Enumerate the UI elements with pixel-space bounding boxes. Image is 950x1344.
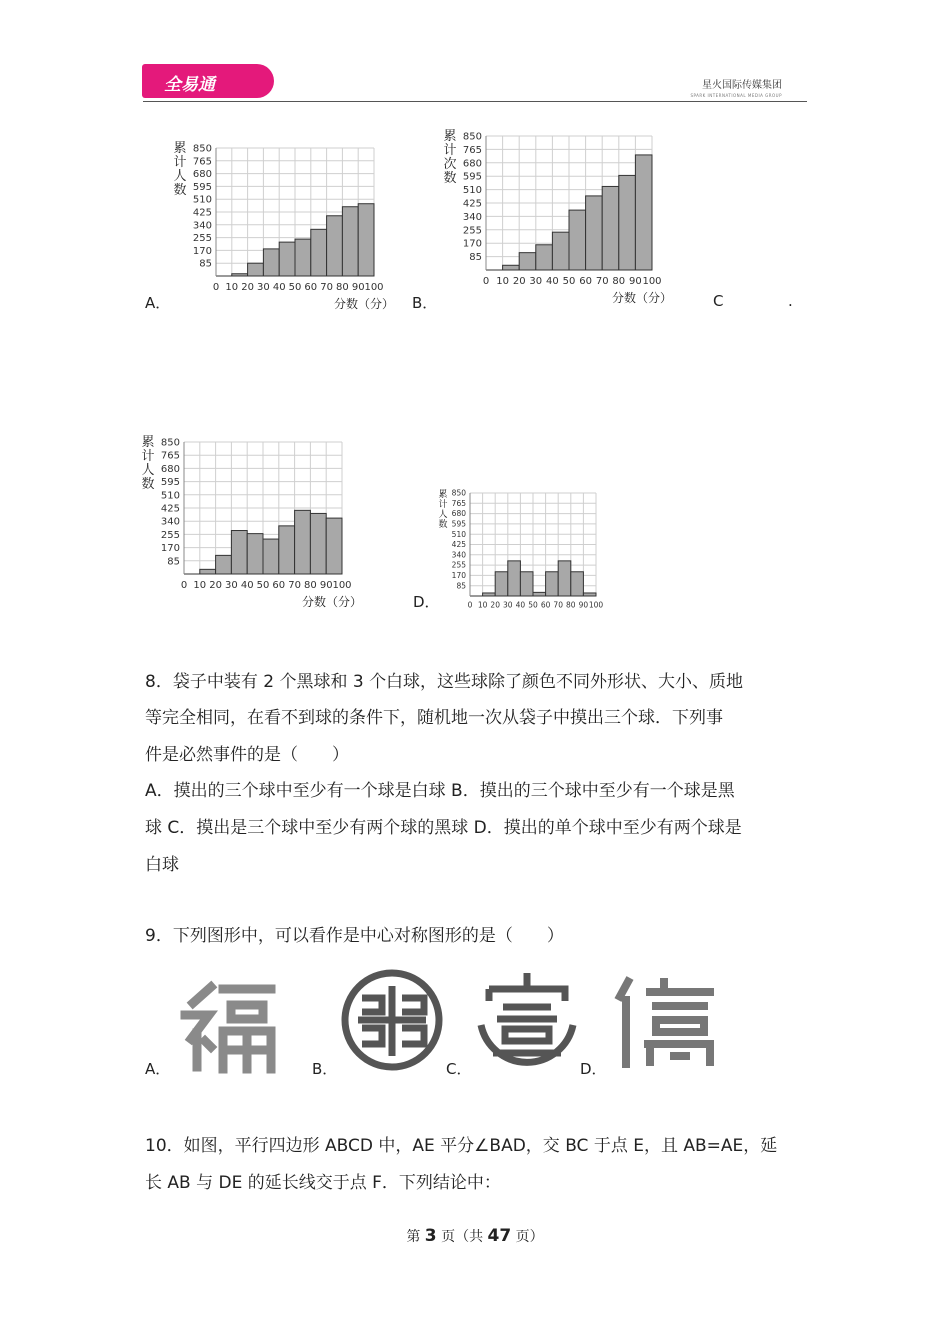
- y-axis-label-char: 累: [438, 490, 448, 500]
- q8-line-6: 白球: [145, 855, 179, 875]
- bar: [263, 249, 279, 276]
- y-tick-label: 85: [199, 258, 212, 270]
- q9-option-c: C．: [446, 1060, 472, 1078]
- x-tick-label: 20: [512, 276, 526, 287]
- bar: [508, 561, 521, 596]
- y-tick-label: 340: [451, 550, 466, 560]
- bar: [602, 186, 619, 270]
- y-tick-label: 340: [192, 220, 212, 232]
- footer-middle: 页（共: [436, 1229, 488, 1245]
- y-tick-label: 170: [451, 571, 466, 581]
- x-tick-label: 60: [272, 580, 286, 591]
- x-tick-label: 50: [528, 600, 538, 610]
- chart-b: [440, 128, 700, 313]
- x-tick-label: 10: [477, 600, 488, 610]
- y-tick-label: 595: [451, 519, 466, 529]
- y-tick-label: 510: [192, 194, 212, 206]
- y-axis-label-char: 数: [438, 520, 448, 530]
- y-tick-label: 595: [192, 181, 212, 193]
- q8-line-2: 等完全相同，在看不到球的条件下，随机地一次从袋子中摸出三个球．下列事: [145, 708, 723, 728]
- x-tick-label: 90: [351, 282, 365, 293]
- y-axis-label-char: 人: [173, 169, 187, 184]
- y-axis-label-char: 计: [141, 449, 155, 464]
- bar: [503, 265, 520, 270]
- bar: [519, 253, 536, 270]
- y-axis-label-char: 计: [438, 500, 448, 510]
- x-tick-label: 80: [612, 276, 626, 287]
- x-tick-label: 60: [304, 282, 318, 293]
- y-tick-label: 510: [451, 529, 466, 539]
- bar: [552, 232, 569, 270]
- y-axis-label-char: 数: [173, 183, 187, 198]
- x-tick-label: 0: [180, 580, 188, 591]
- x-tick-label: 70: [595, 276, 609, 287]
- bar: [586, 196, 603, 270]
- y-tick-label: 850: [451, 488, 466, 498]
- y-tick-label: 850: [160, 437, 180, 449]
- q8-line-4: A．摸出的三个球中至少有一个球是白球 B．摸出的三个球中至少有一个球是黑: [145, 781, 735, 801]
- x-tick-label: 30: [503, 600, 513, 610]
- y-tick-label: 340: [160, 516, 180, 528]
- q8-line-1: 8．袋子中装有 2 个黑球和 3 个白球，这些球除了颜色不同外形状、大小、质地: [145, 672, 744, 692]
- q9-option-b: B．: [312, 1060, 338, 1078]
- bar: [263, 539, 279, 574]
- y-tick-label: 595: [462, 171, 482, 183]
- y-tick-label: 255: [462, 225, 482, 237]
- y-axis-label-char: 人: [438, 510, 448, 520]
- x-tick-label: 30: [529, 276, 543, 287]
- shou-seal-b: [340, 968, 445, 1073]
- bar: [520, 572, 533, 596]
- x-tick-label: 100: [642, 276, 662, 287]
- page-footer: [0, 1226, 950, 1246]
- y-tick-label: 680: [160, 463, 180, 475]
- y-axis-label-char: 累: [141, 435, 155, 450]
- x-tick-label: 100: [332, 580, 352, 591]
- x-tick-label: 100: [364, 282, 384, 293]
- publisher-en: SPARK INTERNATIONAL MEDIA GROUP: [690, 93, 782, 98]
- y-tick-label: 340: [462, 211, 482, 223]
- x-tick-label: 10: [193, 580, 207, 591]
- bar: [571, 572, 584, 596]
- y-tick-label: 425: [160, 503, 180, 515]
- bar: [231, 531, 247, 574]
- y-tick-label: 425: [451, 540, 466, 550]
- publisher-cn: 星火国际传媒集团: [702, 80, 782, 91]
- x-axis-label: 分数（分）: [333, 297, 395, 311]
- bar: [279, 242, 295, 276]
- x-tick-label: 60: [540, 600, 551, 610]
- x-tick-label: 40: [515, 600, 526, 610]
- y-tick-label: 680: [192, 169, 212, 181]
- y-tick-label: 170: [160, 543, 180, 555]
- x-tick-label: 90: [319, 580, 333, 591]
- q10-line-2: 长 AB 与 DE 的延长线交于点 F．下列结论中：: [145, 1173, 501, 1193]
- bar: [295, 510, 311, 574]
- y-tick-label: 170: [192, 245, 212, 257]
- bar: [248, 263, 264, 276]
- option-c-dot: .: [788, 292, 793, 310]
- page-total: 47: [487, 1226, 512, 1246]
- option-a-label: A．: [145, 294, 171, 312]
- x-tick-label: 40: [272, 282, 286, 293]
- y-tick-label: 425: [192, 207, 212, 219]
- x-tick-label: 20: [490, 600, 500, 610]
- y-tick-label: 85: [167, 556, 180, 568]
- bar: [619, 175, 636, 270]
- x-tick-label: 0: [482, 276, 490, 287]
- y-axis-label-char: 数: [443, 171, 457, 186]
- option-c-label: C: [713, 292, 724, 310]
- footer-prefix: 第: [406, 1229, 425, 1245]
- brand-logo: [142, 64, 274, 98]
- q8-line-5: 球 C．摸出是三个球中至少有两个球的黑球 D．摸出的单个球中至少有两个球是: [145, 818, 742, 838]
- x-tick-label: 70: [288, 580, 301, 591]
- y-axis-label-char: 计: [173, 155, 187, 170]
- bar: [311, 229, 327, 276]
- q9-option-d: D．: [580, 1060, 607, 1078]
- y-axis-label-char: 计: [443, 143, 457, 158]
- chart-d: [440, 485, 620, 611]
- bar: [216, 555, 232, 574]
- x-tick-label: 90: [578, 600, 589, 610]
- x-tick-label: 40: [240, 580, 254, 591]
- logo-text: 全易通: [164, 75, 215, 95]
- bar: [558, 561, 571, 596]
- x-tick-label: 20: [209, 580, 222, 591]
- y-tick-label: 255: [160, 529, 180, 541]
- y-tick-label: 850: [462, 131, 482, 143]
- y-tick-label: 765: [451, 498, 466, 508]
- y-axis-label-char: 累: [443, 129, 457, 144]
- bar: [326, 518, 342, 574]
- x-tick-label: 90: [629, 276, 642, 287]
- y-tick-label: 680: [451, 509, 466, 519]
- x-tick-label: 80: [566, 600, 576, 610]
- y-tick-label: 765: [462, 144, 482, 156]
- bar: [310, 513, 326, 574]
- bar: [295, 239, 311, 276]
- bar: [247, 534, 263, 574]
- publisher-name: [690, 76, 782, 98]
- y-axis-label-char: 人: [141, 463, 155, 478]
- y-tick-label: 255: [451, 560, 466, 570]
- x-tick-label: 10: [225, 282, 239, 293]
- x-tick-label: 80: [336, 282, 349, 293]
- y-tick-label: 510: [160, 490, 180, 502]
- y-tick-label: 425: [462, 198, 482, 210]
- x-tick-label: 10: [496, 276, 509, 287]
- x-axis-label: 分数（分）: [611, 291, 673, 305]
- x-tick-label: 0: [212, 282, 220, 293]
- y-axis-label-char: 数: [141, 477, 155, 492]
- x-tick-label: 70: [320, 282, 333, 293]
- header-divider: [143, 101, 807, 102]
- y-tick-label: 255: [192, 233, 212, 245]
- x-tick-label: 20: [241, 282, 254, 293]
- bar: [358, 204, 374, 276]
- x-tick-label: 50: [562, 276, 576, 287]
- y-tick-label: 85: [456, 581, 466, 591]
- bar: [536, 245, 553, 270]
- x-axis-label: 分数（分）: [301, 595, 363, 609]
- bar: [279, 526, 295, 574]
- q8-line-3: 件是必然事件的是（ ）: [145, 745, 349, 765]
- chart-c: [140, 428, 375, 613]
- q9-option-a: A．: [145, 1060, 171, 1078]
- chart-a: [170, 130, 410, 315]
- q9-stem: 9．下列图形中，可以看作是中心对称图形的是（ ）: [145, 926, 564, 946]
- bar: [635, 155, 652, 270]
- bar: [327, 216, 343, 276]
- x-tick-label: 0: [467, 600, 473, 610]
- page-number: 3: [424, 1226, 437, 1246]
- bar: [495, 572, 508, 596]
- bar: [533, 592, 546, 596]
- y-tick-label: 85: [469, 252, 482, 264]
- y-tick-label: 765: [192, 156, 212, 168]
- y-tick-label: 595: [160, 477, 180, 489]
- bar: [569, 210, 586, 270]
- x-tick-label: 100: [588, 600, 604, 610]
- y-axis-label-char: 次: [443, 157, 457, 172]
- x-tick-label: 80: [304, 580, 317, 591]
- y-tick-label: 510: [462, 185, 482, 197]
- option-b-label: B．: [412, 294, 438, 312]
- bar: [200, 569, 216, 574]
- x-tick-label: 70: [553, 600, 563, 610]
- y-tick-label: 170: [462, 238, 482, 250]
- bar: [342, 207, 358, 276]
- x-tick-label: 50: [256, 580, 270, 591]
- bar: [546, 572, 559, 596]
- footer-suffix: 页）: [511, 1229, 544, 1245]
- y-axis-label-char: 累: [173, 141, 187, 156]
- x-tick-label: 50: [288, 282, 302, 293]
- x-tick-label: 40: [546, 276, 559, 287]
- fu-seal-a: [175, 975, 280, 1075]
- shou-seal-c: [475, 965, 580, 1075]
- x-tick-label: 60: [579, 276, 592, 287]
- y-tick-label: 850: [192, 143, 212, 155]
- q10-line-1: 10．如图，平行四边形 ABCD 中，AE 平分∠BAD，交 BC 于点 E，且 AB=AE，延: [145, 1136, 778, 1156]
- option-d-label: D．: [413, 593, 440, 611]
- y-tick-label: 765: [160, 450, 180, 462]
- y-tick-label: 680: [462, 158, 482, 170]
- x-tick-label: 30: [225, 580, 238, 591]
- xi-seal-d: [610, 970, 720, 1075]
- x-tick-label: 30: [257, 282, 270, 293]
